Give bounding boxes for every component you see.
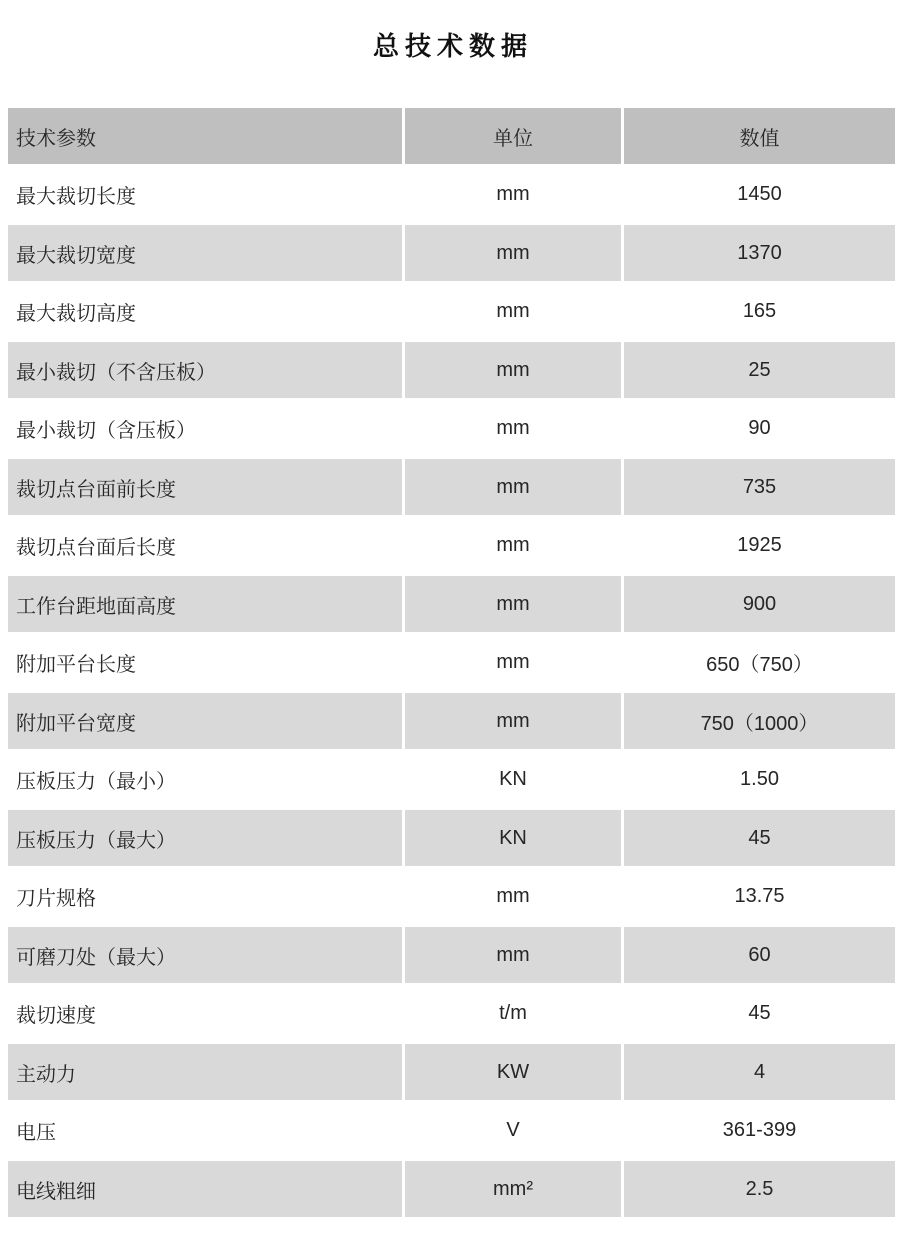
param-cell: 裁切点台面前长度: [8, 459, 402, 515]
unit-cell: t/m: [405, 986, 621, 1042]
param-cell: 裁切点台面后长度: [8, 518, 402, 574]
unit-cell: KW: [405, 1044, 621, 1100]
unit-cell: mm: [405, 635, 621, 691]
unit-cell: KN: [405, 810, 621, 866]
value-cell: 735: [624, 459, 895, 515]
value-cell: 90: [624, 401, 895, 457]
value-cell: 1925: [624, 518, 895, 574]
param-cell: 刀片规格: [8, 869, 402, 925]
value-cell: 750（1000）: [624, 693, 895, 749]
param-cell: 附加平台宽度: [8, 693, 402, 749]
param-cell: 最大裁切长度: [8, 167, 402, 223]
value-cell: 1370: [624, 225, 895, 281]
value-cell: 1450: [624, 167, 895, 223]
spec-table: [8, 108, 895, 1217]
value-cell: 13.75: [624, 869, 895, 925]
value-cell: 361-399: [624, 1103, 895, 1159]
value-cell: 45: [624, 810, 895, 866]
param-cell: 裁切速度: [8, 986, 402, 1042]
page-title: 总技术数据: [372, 31, 533, 61]
value-cell: 45: [624, 986, 895, 1042]
unit-cell: mm: [405, 342, 621, 398]
unit-cell: mm: [405, 518, 621, 574]
param-cell: 最大裁切宽度: [8, 225, 402, 281]
unit-cell: KN: [405, 752, 621, 808]
unit-cell: V: [405, 1103, 621, 1159]
param-cell: 最小裁切（含压板）: [8, 401, 402, 457]
param-cell: 附加平台长度: [8, 635, 402, 691]
unit-cell: mm: [405, 401, 621, 457]
unit-cell: mm: [405, 576, 621, 632]
param-cell: 最大裁切高度: [8, 284, 402, 340]
value-cell: 60: [624, 927, 895, 983]
unit-cell: mm: [405, 927, 621, 983]
param-cell: 最小裁切（不含压板）: [8, 342, 402, 398]
value-cell: 2.5: [624, 1161, 895, 1217]
unit-cell: mm: [405, 284, 621, 340]
param-cell: 主动力: [8, 1044, 402, 1100]
unit-cell: mm: [405, 225, 621, 281]
param-cell: 电压: [8, 1103, 402, 1159]
value-cell: 650（750）: [624, 635, 895, 691]
unit-cell: mm: [405, 459, 621, 515]
value-cell: 25: [624, 342, 895, 398]
param-cell: 压板压力（最小）: [8, 752, 402, 808]
param-cell: 可磨刀处（最大）: [8, 927, 402, 983]
value-cell: 4: [624, 1044, 895, 1100]
unit-cell: mm: [405, 693, 621, 749]
value-cell: 1.50: [624, 752, 895, 808]
value-cell: 900: [624, 576, 895, 632]
param-cell: 工作台距地面高度: [8, 576, 402, 632]
unit-cell: mm: [405, 167, 621, 223]
unit-cell: mm²: [405, 1161, 621, 1217]
header-unit: 单位: [405, 108, 621, 164]
param-cell: 压板压力（最大）: [8, 810, 402, 866]
param-cell: 电线粗细: [8, 1161, 402, 1217]
header-param: 技术参数: [8, 108, 402, 164]
value-cell: 165: [624, 284, 895, 340]
unit-cell: mm: [405, 869, 621, 925]
header-value: 数值: [624, 108, 895, 164]
